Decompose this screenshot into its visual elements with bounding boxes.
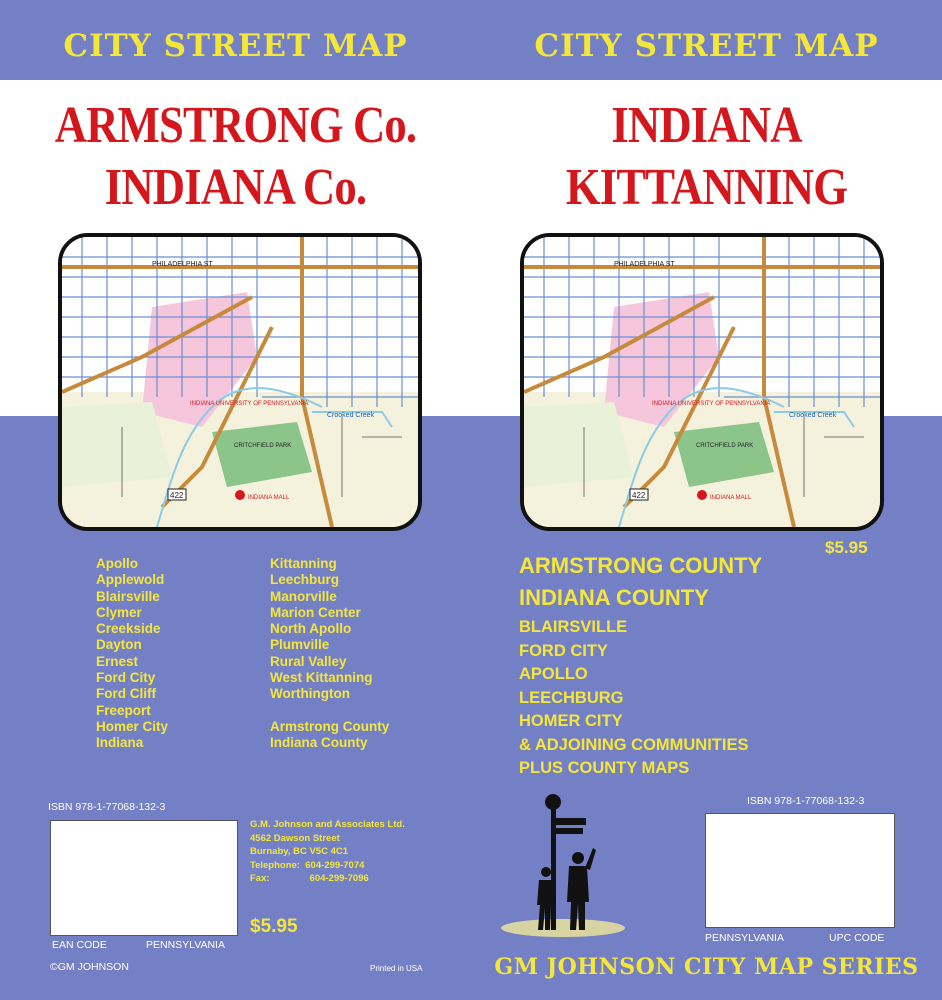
footer-series-title: GM JOHNSON CITY MAP SERIES [494, 954, 919, 980]
town-item: Indiana [96, 735, 144, 751]
street-map-preview [58, 233, 422, 531]
fax-number: 604-299-7096 [309, 873, 369, 884]
telephone-label: Telephone: [250, 859, 300, 871]
town-item: Freeport [96, 702, 151, 718]
title-line-1: ARMSTRONG Co. [54, 97, 417, 154]
map-lake-label: Crooked Creek [327, 412, 375, 419]
upc-code-label: UPC CODE [829, 932, 885, 944]
map-park-label: CRITCHFIELD PARK [234, 443, 292, 449]
town-item: Homer City [96, 718, 169, 734]
city-item: BLAIRSVILLE [519, 618, 628, 636]
town-item: Blairsville [96, 588, 160, 604]
publisher-name: G.M. Johnson and Associates Ltd. [250, 819, 405, 830]
town-item: Worthington [270, 686, 350, 702]
town-item: Ford Cliff [96, 686, 156, 702]
price-label: $5.95 [825, 538, 868, 557]
city-item: LEECHBURG [519, 688, 624, 707]
fax-label: Fax: [250, 873, 270, 884]
town-list-column-2 [270, 556, 389, 751]
upc-barcode-box [705, 813, 895, 928]
town-item: Clymer [96, 604, 142, 620]
city-item: & ADJOINING COMMUNITIES [519, 735, 749, 754]
county-list [519, 550, 762, 614]
street-map-preview [520, 233, 884, 531]
county-item: ARMSTRONG COUNTY [519, 553, 763, 578]
county-item: Armstrong County [270, 718, 390, 734]
title-line-2: INDIANA Co. [104, 159, 367, 216]
city-item: PLUS COUNTY MAPS [519, 759, 690, 777]
state-label: PENNSYLVANIA [705, 932, 784, 944]
county-item: Indiana County [270, 734, 368, 750]
town-item: Kittanning [270, 556, 337, 571]
map-park-label: CRITCHFIELD PARK [696, 443, 754, 449]
street-map-graphic [62, 237, 418, 527]
price-label: $5.95 [250, 916, 298, 937]
telephone-number: 604-299-7074 [305, 859, 365, 871]
town-item: Applewold [96, 572, 165, 588]
isbn-label: ISBN 978-1-77068-132-3 [747, 795, 865, 807]
city-list [519, 616, 748, 781]
title-line-2: KITTANNING [565, 159, 848, 216]
publisher-city: Burnaby, BC V5C 4C1 [250, 846, 349, 857]
town-item: Apollo [96, 556, 138, 571]
town-item: Manorville [270, 588, 337, 604]
town-item: West Kittanning [270, 670, 373, 686]
ean-code-label: EAN CODE [52, 939, 107, 951]
state-label: PENNSYLVANIA [146, 939, 225, 951]
town-item: North Apollo [270, 621, 352, 637]
map-lake-label: Crooked Creek [789, 412, 837, 419]
map-university-label: INDIANA UNIVERSITY OF PENNSYLVANIA [652, 401, 771, 407]
map-route-shield: 422 [170, 491, 184, 500]
right-cover-panel [471, 0, 942, 1000]
title-line-1: INDIANA [611, 97, 802, 154]
city-item: HOMER CITY [519, 712, 623, 730]
map-mall-label: INDIANA MALL [710, 495, 752, 501]
street-map-graphic [524, 237, 880, 527]
city-item: FORD CITY [519, 641, 608, 660]
town-item: Dayton [96, 637, 142, 653]
map-street-label: PHILADELPHIA ST [614, 261, 675, 268]
people-signpost-icon [501, 790, 631, 940]
map-university-label: INDIANA UNIVERSITY OF PENNSYLVANIA [190, 401, 309, 407]
town-list-column-1 [96, 556, 168, 752]
town-item: Leechburg [270, 572, 340, 588]
printed-label: Printed in USA [370, 964, 423, 973]
town-item: Rural Valley [270, 653, 347, 669]
town-item: Ernest [96, 653, 139, 669]
series-title: CITY STREET MAP [534, 28, 879, 64]
map-route-shield: 422 [632, 491, 646, 500]
town-item: Creekside [96, 621, 161, 637]
town-item: Ford City [96, 670, 156, 686]
town-item: Plumville [270, 637, 330, 653]
publisher-address [250, 818, 405, 886]
town-item: Marion Center [270, 604, 361, 620]
publisher-street: 4562 Dawson Street [250, 832, 340, 844]
city-item: APOLLO [519, 665, 588, 683]
series-title: CITY STREET MAP [63, 28, 408, 64]
ean-barcode-box [50, 820, 238, 936]
map-mall-label: INDIANA MALL [248, 495, 290, 501]
map-street-label: PHILADELPHIA ST [152, 261, 213, 268]
county-item: INDIANA COUNTY [519, 585, 709, 610]
isbn-label: ISBN 978-1-77068-132-3 [48, 801, 166, 813]
copyright-label: ©GM JOHNSON [50, 961, 129, 973]
